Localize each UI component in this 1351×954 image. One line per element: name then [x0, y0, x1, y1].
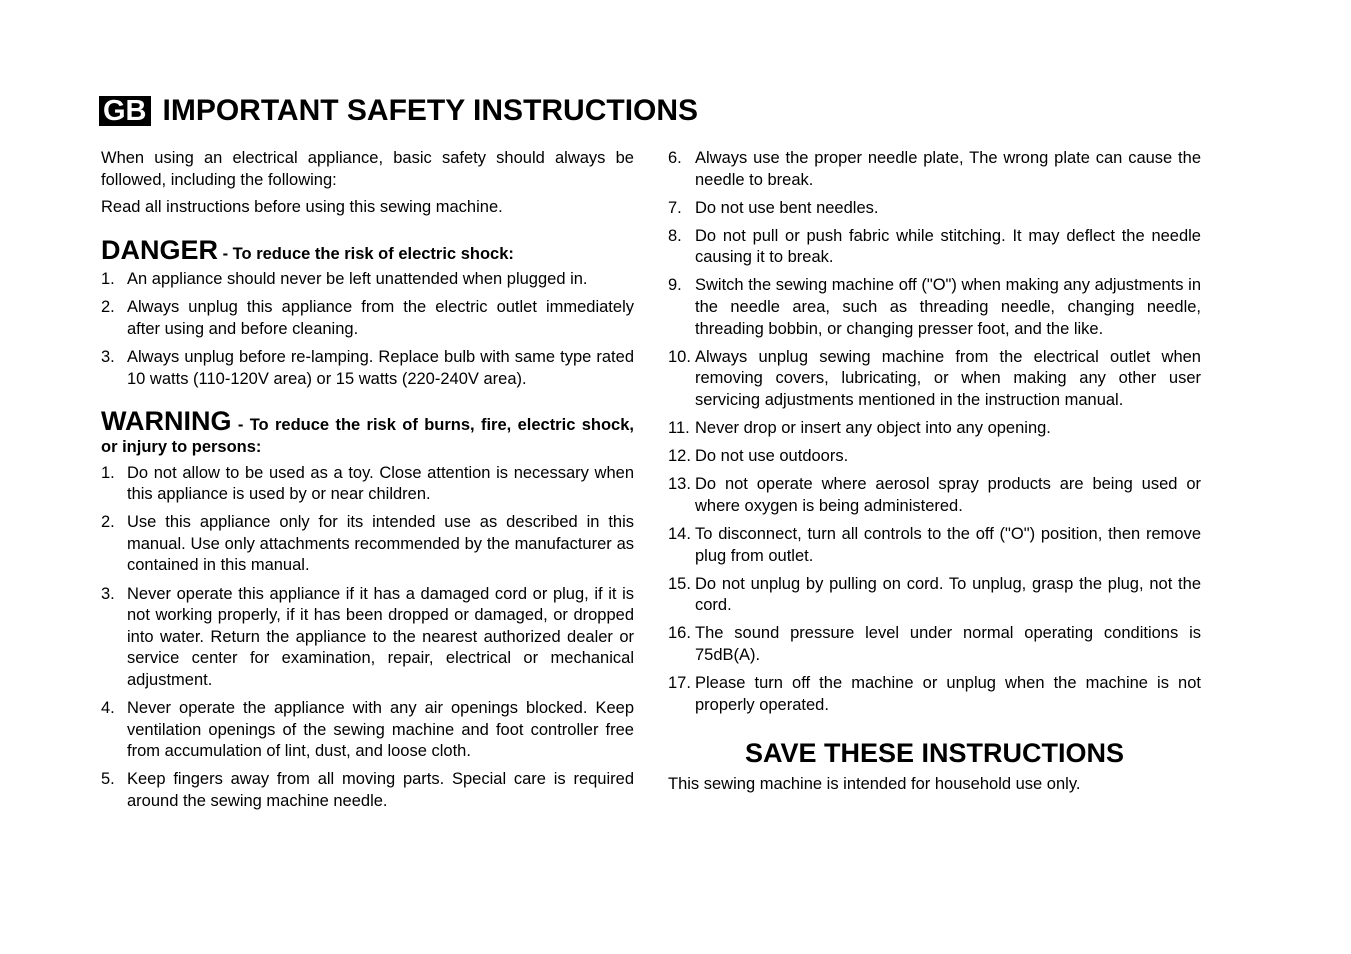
list-item — [101, 463, 634, 506]
item-number: 9. — [668, 276, 682, 295]
item-text: Always unplug sewing machine from the electrical outlet when removing covers, lubricating, or when making any other user servicing adjustments mentioned in the instruction manual. — [695, 347, 1201, 409]
item-number: 14. — [668, 524, 691, 543]
item-text: Always unplug before re-lamping. Replace bulb with same type rated 10 watts (110-120V area) or 15 watts (220-240V area). — [127, 348, 634, 388]
warning-subtitle: - To reduce the risk of burns, fire, electric shock, or injury to persons: — [101, 416, 634, 456]
item-text: The sound pressure level under normal operating conditions is 75dB(A). — [695, 624, 1201, 664]
item-number: 1. — [101, 270, 115, 289]
list-item — [668, 226, 1201, 269]
danger-title: DANGER — [101, 234, 219, 265]
item-text: Never operate the appliance with any air openings blocked. Keep ventilation openings of the sewing machine and foot controller free from accumulation of lint, dust, and loose cloth. — [127, 698, 634, 761]
household-use-note: This sewing machine is intended for household use only. — [668, 775, 1081, 794]
danger-heading — [101, 235, 634, 266]
list-item — [668, 347, 1201, 412]
item-number: 5. — [101, 770, 115, 789]
list-item — [668, 275, 1201, 340]
list-item — [101, 698, 634, 763]
item-number: 2. — [101, 298, 115, 317]
item-number: 7. — [668, 198, 682, 217]
list-item — [668, 574, 1201, 617]
warning-heading — [101, 406, 634, 458]
item-text: Never drop or insert any object into any opening. — [695, 419, 1051, 438]
page-title: IMPORTANT SAFETY INSTRUCTIONS — [162, 94, 699, 127]
item-text: Please turn off the machine or unplug when the machine is not properly operated. — [695, 673, 1201, 714]
item-number: 3. — [101, 584, 115, 603]
item-number: 1. — [101, 463, 115, 482]
page-header — [99, 95, 698, 127]
intro-paragraph: When using an electrical appliance, basic safety should always be followed, including the following: — [101, 149, 634, 189]
item-number: 15. — [668, 574, 691, 593]
item-text: Switch the sewing machine off ("O") when making any adjustments in the needle area, such as threading needle, changing needle, threading bobbin, or changing presser foot, and the like. — [695, 276, 1201, 338]
item-number: 13. — [668, 475, 691, 494]
list-item — [668, 148, 1201, 191]
right-column — [668, 148, 1201, 802]
item-text: Always unplug this appliance from the electric outlet immediately after using and before cleaning. — [127, 298, 634, 339]
warning-list-part-1 — [101, 463, 634, 813]
list-item — [668, 524, 1201, 567]
item-number: 11. — [668, 419, 690, 438]
item-number: 8. — [668, 226, 682, 245]
item-text: Do not unplug by pulling on cord. To unplug, grasp the plug, not the cord. — [695, 574, 1201, 615]
item-number: 10. — [668, 347, 691, 366]
intro-read-note: Read all instructions before using this sewing machine. — [101, 198, 503, 217]
list-item — [101, 769, 634, 812]
item-number: 2. — [101, 513, 115, 532]
item-number: 6. — [668, 149, 682, 167]
list-item — [668, 418, 1201, 440]
list-item — [101, 512, 634, 577]
list-item — [101, 584, 634, 692]
item-number: 16. — [668, 624, 691, 643]
language-badge: GB — [99, 96, 151, 126]
item-text: Do not use outdoors. — [695, 447, 849, 466]
item-text: An appliance should never be left unattended when plugged in. — [127, 270, 588, 289]
item-text: Do not pull or push fabric while stitching. It may deflect the needle causing it to break. — [695, 226, 1201, 267]
list-item — [668, 474, 1201, 517]
list-item — [668, 446, 1201, 468]
item-number: 17. — [668, 673, 691, 692]
item-text: Do not allow to be used as a toy. Close attention is necessary when this appliance is used by or near children. — [127, 463, 634, 504]
save-instructions-heading: SAVE THESE INSTRUCTIONS — [744, 738, 1125, 769]
item-number: 3. — [101, 348, 115, 367]
danger-subtitle: - To reduce the risk of electric shock: — [218, 244, 514, 263]
warning-list-part-2 — [668, 148, 1201, 716]
list-item — [668, 673, 1201, 716]
left-column — [101, 148, 634, 819]
item-number: 4. — [101, 698, 115, 717]
item-text: Use this appliance only for its intended use as described in this manual. Use only attachments recommended by the manufacturer as contained in this manual. — [127, 513, 634, 575]
list-item — [101, 297, 634, 340]
item-text: Do not use bent needles. — [695, 198, 879, 217]
item-text: Do not operate where aerosol spray products are being used or where oxygen is being administered. — [695, 475, 1201, 515]
item-text: Never operate this appliance if it has a damaged cord or plug, if it is not working properly, if it has been dropped or damaged, or dropped into water. Return the appliance to the nearest authorized dealer or service center for examination, repair, electrical or mechanical adjustment. — [127, 584, 634, 689]
item-text: Keep fingers away from all moving parts. Special care is required around the sewing machine needle. — [127, 770, 634, 810]
list-item — [101, 347, 634, 390]
item-number: 12. — [668, 447, 691, 466]
item-text: Always use the proper needle plate, The wrong plate can cause the needle to break. — [695, 149, 1201, 189]
danger-list — [101, 269, 634, 390]
warning-title: WARNING — [101, 406, 232, 437]
list-item — [101, 269, 634, 291]
list-item — [668, 623, 1201, 666]
list-item — [668, 198, 1201, 220]
item-text: To disconnect, turn all controls to the off ("O") position, then remove plug from outlet. — [695, 524, 1201, 565]
